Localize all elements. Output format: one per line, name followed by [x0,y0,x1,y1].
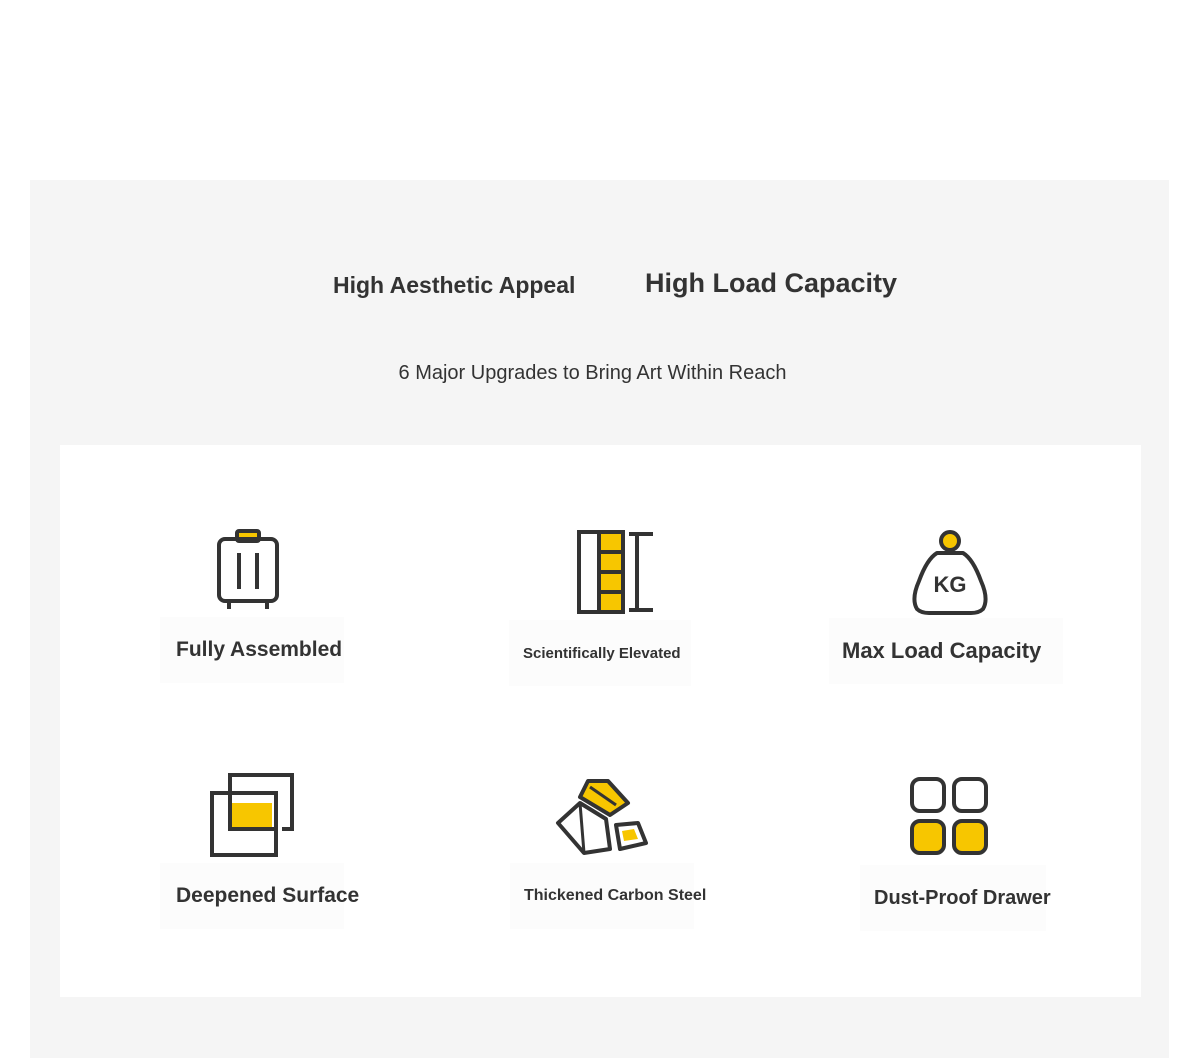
feature-label-deepened-surface: Deepened Surface [160,863,344,929]
subtitle: 6 Major Upgrades to Bring Art Within Reach [398,362,787,384]
layered-squares-icon [210,773,296,864]
kg-weight-icon [909,529,991,622]
suitcase-icon [217,529,279,616]
features-card [60,445,1141,997]
ruler-icon [577,530,655,619]
feature-label-thickened-carbon-steel: Thickened Carbon Steel [510,863,694,929]
feature-label-max-load-capacity: Max Load Capacity [829,618,1063,684]
features-panel [30,180,1169,1058]
grid-icon [909,776,991,863]
gold-bars-icon [554,779,650,862]
headline-aesthetic: High Aesthetic Appeal [333,272,576,298]
feature-label-fully-assembled: Fully Assembled [160,617,344,683]
headline-load-capacity: High Load Capacity [645,268,898,298]
kg-weight-text: KG [933,572,967,597]
feature-label-scientifically-elevated: Scientifically Elevated [509,620,691,686]
feature-label-dust-proof-drawer: Dust-Proof Drawer [860,865,1046,931]
